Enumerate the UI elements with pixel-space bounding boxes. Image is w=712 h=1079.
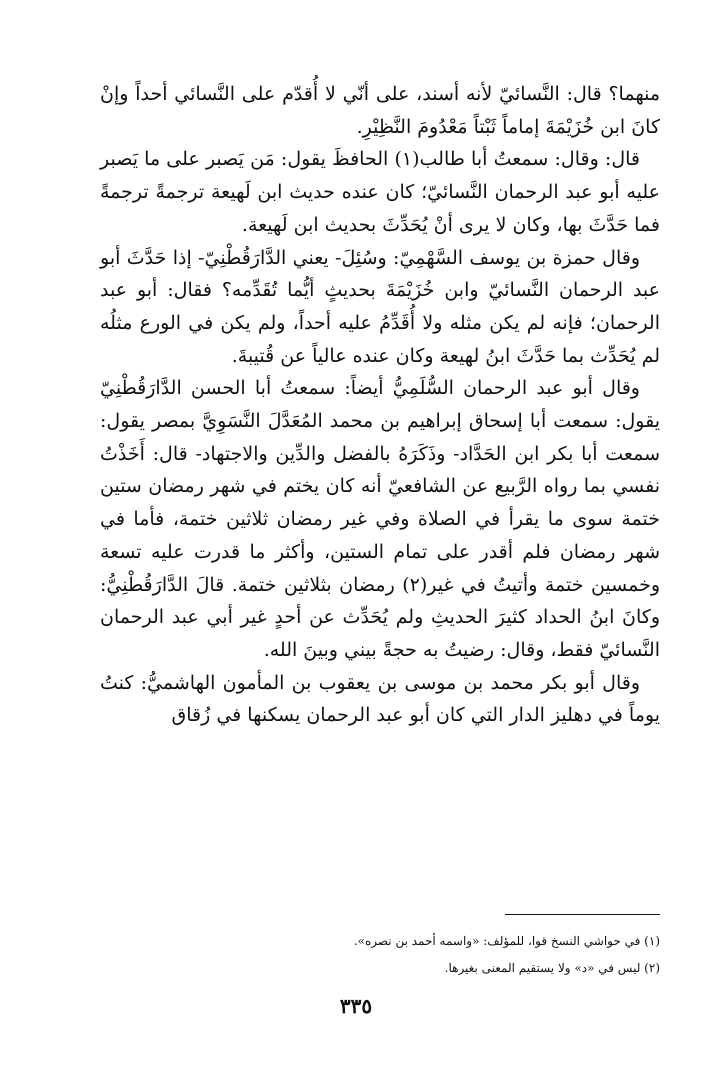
page-number: ٣٣٥ <box>339 994 373 1018</box>
footnote-divider <box>505 914 660 915</box>
main-text <box>100 78 660 732</box>
paragraph-5: وقال أبو بكر محمد بن موسى بن يعقوب بن المأمون الهاشميُّ: كنتُ يوماً في دهليز الدار التي كان أبو عبد الرحمان يسكنها في زُقاق <box>100 671 660 727</box>
footnotes <box>100 928 660 982</box>
footnote-1: (١) في حواشي النسخ قوا، للمؤلف: «واسمه أحمد بن نصره». <box>353 934 660 948</box>
paragraph-3: وقال حمزة بن يوسف السَّهْمِيّ: وسُئِلَ- يعني الدَّارَقُطْنِيّ- إذا حَدَّثَ أبو عبد الرحمان النَّسائيّ وابن خُزَيْمَةَ بحديثٍ أيُّما تُقَدِّمه؟ فقال: أبو عبد الرحمان؛ فإنه لم يكن مثله ولا أُقَدِّمُ عليه أحداً، ولم يكن في الورع مثلُه لم يُحَدِّث بما حَدَّثَ ابنُ لهيعة وكان عنده عالياً عن قُتيبةَ. <box>100 246 660 367</box>
paragraph-4: وقال أبو عبد الرحمان السُّلَمِيُّ أيضاً: سمعتُ أبا الحسن الدَّارَقُطْنِيّ يقول: سمعت أبا إسحاق إبراهيم بن محمد المُعَدَّلَ النَّسَوِيَّ بمصر يقول: سمعت أبا بكر ابن الحَدَّاد- وذَكَرَهُ بالفضل والدِّين والاجتهاد- قال: أَخَذْتُ نفسي بما رواه الرَّبيع عن الشافعيّ أنه كان يختم في شهر رمضان ستين ختمة سوى ما يقرأ في الصلاة وفي غير رمضان ثلاثين ختمة، فأما في شهر رمضان فلم أقدر على تمام الستين، وأكثر ما قدرت عليه تسعة وخمسين ختمة وأتيتُ في غير(٢) رمضان بثلاثين ختمة. قالَ الدَّارَقُطْنِيُّ: وكانَ ابنُ الحداد كثيرَ الحديثِ ولم يُحَدِّث عن أحدٍ غير أبي عبد الرحمان النَّسائيّ فقط، وقال: رضيتُ به حجةً بيني وبينَ الله. <box>100 377 660 661</box>
paragraph-1: منهما؟ قال: النَّسائيّ لأنه أسند، على أنّي لا أُقدّم على النَّسائي أحداً وإنْ كانَ ابن خُزَيْمَةَ إماماً ثَبْتاً مَعْدُومَ النَّظِيْرِ. <box>100 83 660 138</box>
paragraph-2: قال: وقال: سمعتُ أبا طالب(١) الحافظَ يقول: مَن يَصبر على ما يَصبر عليه أبو عبد الرحمان النَّسائيّ؛ كان عنده حديث ابن لَهيعة ترجمةً ترجمةً فما حَدَّثَ بها، وكان لا يرى أنْ يُحَدِّثَ بحديث ابن لَهيعة. <box>100 148 660 236</box>
footnote-2: (٢) ليس في «د» ولا يستقيم المعنى بغيرها. <box>444 961 660 975</box>
